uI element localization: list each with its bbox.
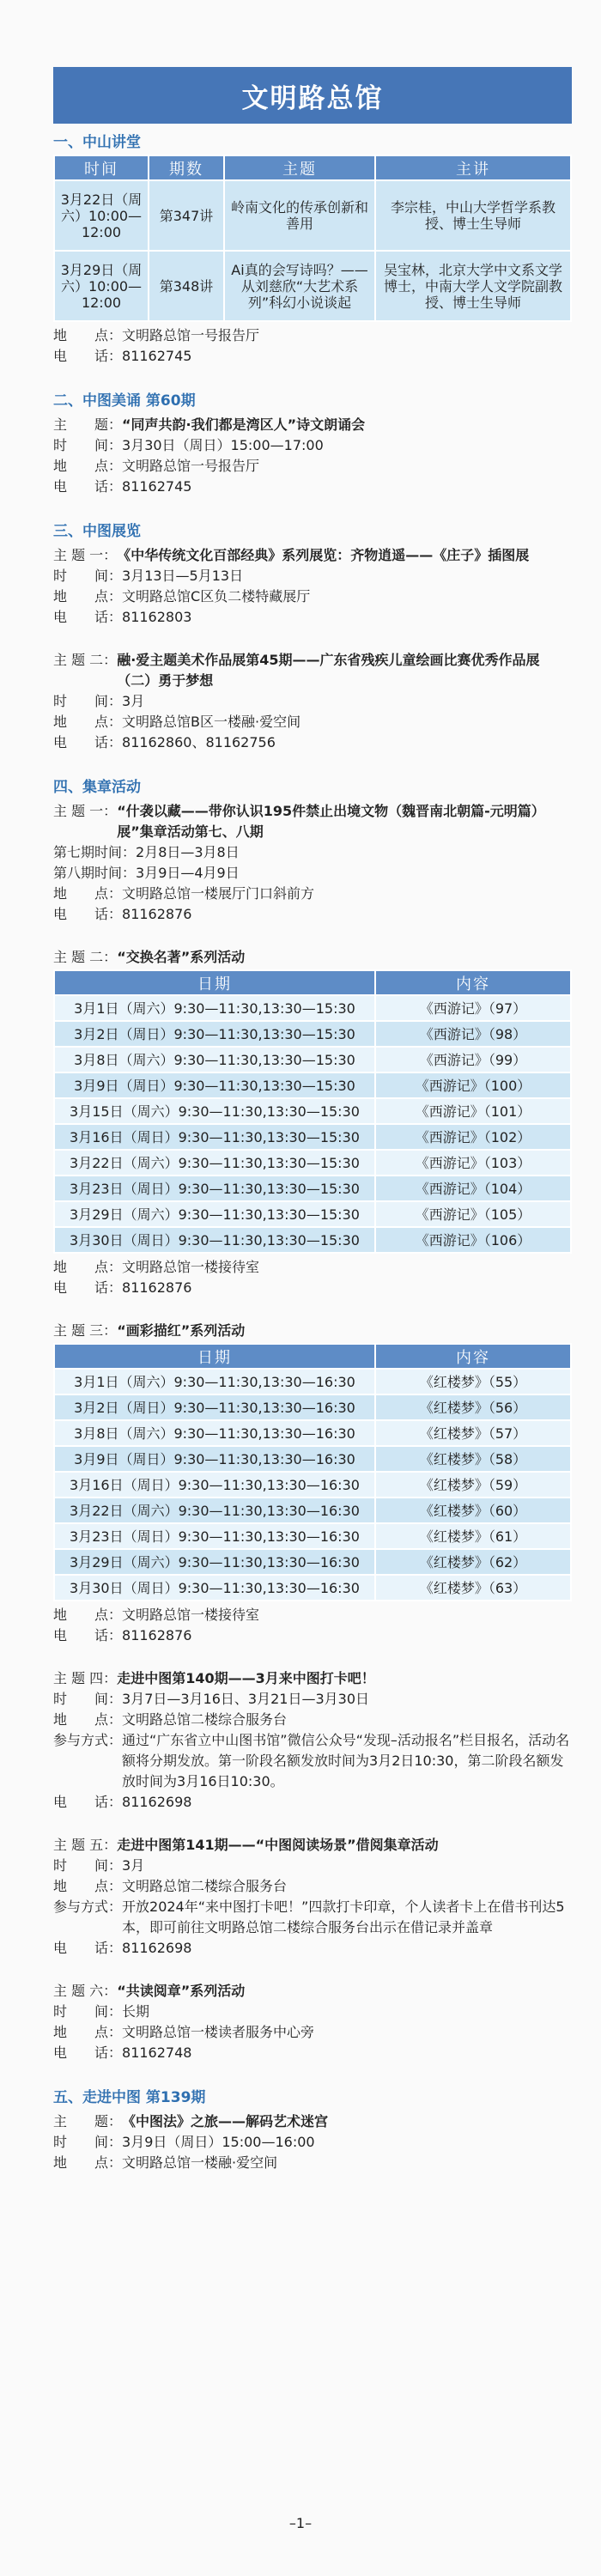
field-label: 地 点： — [53, 1259, 123, 1275]
table-row — [54, 1369, 571, 1394]
section-heading-exhibition: 三、中图展览 — [53, 523, 141, 540]
theme: “画彩描红”系列活动 — [117, 1322, 246, 1339]
field-label: 地 点： — [53, 1607, 123, 1623]
content-cell: 《红楼梦》（57） — [375, 1420, 571, 1446]
content-cell: 《西游记》（98） — [375, 1021, 571, 1047]
table-row — [54, 1047, 571, 1072]
date-cell: 3月22日（周六）9:30—11:30,13:30—16:30 — [54, 1498, 375, 1523]
location: 文明路总馆一号报告厅 — [122, 327, 260, 343]
date-cell: 3月30日（周日）9:30—11:30,13:30—15:30 — [54, 1227, 375, 1253]
theme: “同声共韵·我们都是湾区人”诗文朗诵会 — [122, 416, 366, 433]
lecture-table — [53, 155, 572, 322]
field-label: 主 题 一： — [53, 803, 118, 819]
table-row — [54, 1124, 571, 1150]
lecture-topic: Ai真的会写诗吗？——从刘慈欣“大艺术系列”科幻小说谈起 — [224, 251, 375, 321]
field-label: 参与方式： — [53, 1732, 123, 1748]
field-label: 主 题 三： — [53, 1322, 118, 1339]
time: 3月13日—5月13日 — [122, 568, 244, 584]
time: 3月9日—4月9日 — [136, 865, 240, 881]
field-label: 地 点： — [53, 714, 123, 730]
phone: 81162860、81162756 — [122, 734, 276, 750]
table-row — [54, 251, 571, 321]
field-label: 第八期时间： — [53, 865, 137, 881]
painting-table — [53, 1343, 572, 1601]
date-cell: 3月23日（周日）9:30—11:30,13:30—16:30 — [54, 1523, 375, 1549]
date-cell: 3月16日（周日）9:30—11:30,13:30—16:30 — [54, 1472, 375, 1498]
theme: 《中华传统文化百部经典》系列展览：齐物逍遥——《庄子》插图展 — [117, 547, 530, 563]
lecture-col-no: 期数 — [149, 155, 224, 180]
table-row — [54, 1021, 571, 1047]
page-number: –1– — [288, 2515, 313, 2531]
field-label: 地 点： — [53, 2024, 123, 2040]
phone: 81162803 — [122, 609, 192, 625]
date-cell: 3月29日（周六）9:30—11:30,13:30—16:30 — [54, 1549, 375, 1575]
location: 文明路总馆一楼接待室 — [122, 1259, 260, 1275]
field-label: 主 题 六： — [53, 1983, 118, 1999]
field-label: 电 话： — [53, 1279, 123, 1296]
date-cell: 3月1日（周六）9:30—11:30,13:30—15:30 — [54, 995, 375, 1021]
section-heading-lecture: 一、中山讲堂 — [53, 134, 141, 151]
field-label: 主 题： — [53, 2113, 123, 2129]
location: 文明路总馆二楼综合服务台 — [122, 1711, 288, 1728]
phone: 81162748 — [122, 2044, 192, 2061]
content-cell: 《红楼梦》（60） — [375, 1498, 571, 1523]
field-label: 时 间： — [53, 568, 123, 584]
field-label: 主 题 二： — [53, 949, 118, 965]
theme: 融·爱主题美术作品展第45期——广东省残疾儿童绘画比赛优秀作品展（二）勇于梦想 — [117, 652, 540, 689]
field-label: 电 话： — [53, 1940, 123, 1956]
content-cell: 《西游记》（103） — [375, 1150, 571, 1176]
phone: 81162698 — [122, 1794, 192, 1810]
table-row — [54, 1498, 571, 1523]
content-cell: 《西游记》（102） — [375, 1124, 571, 1150]
field-label: 第七期时间： — [53, 844, 137, 860]
field-label: 主 题 四： — [53, 1670, 118, 1686]
date-cell: 3月23日（周日）9:30—11:30,13:30—15:30 — [54, 1176, 375, 1201]
table-row — [54, 1176, 571, 1201]
content-cell: 《红楼梦》（61） — [375, 1523, 571, 1549]
swap-classics-table — [53, 969, 572, 1254]
field-label: 时 间： — [53, 1691, 123, 1707]
table-row — [54, 1072, 571, 1098]
location: 文明路总馆一楼展厅门口斜前方 — [122, 885, 315, 902]
table-row — [54, 1446, 571, 1472]
theme: “什袭以藏——带你认识195件禁止出境文物（魏晋南北朝篇-元明篇）展”集章活动第七、八期 — [117, 803, 545, 840]
field-label: 电 话： — [53, 1627, 123, 1643]
participation: 开放2024年“来中图打卡吧！”四款打卡印章，个人读者卡上在借书刊达5本，即可前往文明路总馆二楼综合服务台出示在借记录并盖章 — [122, 1899, 565, 1935]
table-row — [54, 1098, 571, 1124]
table-row — [54, 1472, 571, 1498]
time: 2月8日—3月8日 — [136, 844, 240, 860]
table-row — [54, 1394, 571, 1420]
date-cell: 3月8日（周六）9:30—11:30,13:30—16:30 — [54, 1420, 375, 1446]
date-cell: 3月1日（周六）9:30—11:30,13:30—16:30 — [54, 1369, 375, 1394]
field-label: 电 话： — [53, 348, 123, 364]
field-label: 地 点： — [53, 458, 123, 474]
date-cell: 3月2日（周日）9:30—11:30,13:30—15:30 — [54, 1021, 375, 1047]
phone: 81162745 — [122, 478, 192, 495]
col-content: 内容 — [375, 1344, 571, 1369]
table-row — [54, 180, 571, 251]
field-label: 参与方式： — [53, 1899, 123, 1915]
phone: 81162876 — [122, 906, 192, 922]
content-cell: 《西游记》（104） — [375, 1176, 571, 1201]
content-cell: 《西游记》（106） — [375, 1227, 571, 1253]
field-label: 主 题： — [53, 416, 123, 433]
content-cell: 《西游记》（97） — [375, 995, 571, 1021]
lecture-time: 3月29日（周六）10:00—12:00 — [54, 251, 149, 321]
field-label: 时 间： — [53, 2003, 123, 2020]
field-label: 电 话： — [53, 2044, 123, 2061]
date-cell: 3月8日（周六）9:30—11:30,13:30—15:30 — [54, 1047, 375, 1072]
theme: 走进中图第140期——3月来中图打卡吧！ — [117, 1670, 375, 1686]
content-cell: 《红楼梦》（62） — [375, 1549, 571, 1575]
page-title: 文明路总馆 — [53, 67, 572, 124]
lecture-col-speaker: 主讲 — [375, 155, 571, 180]
location: 文明路总馆一号报告厅 — [122, 458, 260, 474]
section-heading-recital: 二、中图美诵 第60期 — [53, 392, 196, 410]
lecture-speaker: 吴宝林，北京大学中文系文学博士，中南大学人文学院副教授、博士生导师 — [375, 251, 571, 321]
lecture-no: 第347讲 — [149, 180, 224, 251]
date-cell: 3月15日（周六）9:30—11:30,13:30—15:30 — [54, 1098, 375, 1124]
table-row — [54, 1420, 571, 1446]
col-date: 日期 — [54, 1344, 375, 1369]
field-label: 主 题 二： — [53, 652, 118, 668]
content-cell: 《西游记》（100） — [375, 1072, 571, 1098]
field-label: 主 题 五： — [53, 1837, 118, 1853]
table-row — [54, 1201, 571, 1227]
time: 3月 — [122, 1857, 145, 1874]
content-cell: 《红楼梦》（55） — [375, 1369, 571, 1394]
lecture-col-time: 时间 — [54, 155, 149, 180]
location: 文明路总馆一楼读者服务中心旁 — [122, 2024, 315, 2040]
lecture-topic: 岭南文化的传承创新和善用 — [224, 180, 375, 251]
content-cell: 《西游记》（101） — [375, 1098, 571, 1124]
field-label: 时 间： — [53, 2134, 123, 2150]
theme: “共读阅章”系列活动 — [117, 1983, 246, 1999]
field-label: 电 话： — [53, 734, 123, 750]
lecture-speaker: 李宗桂，中山大学哲学系教授、博士生导师 — [375, 180, 571, 251]
date-cell: 3月9日（周日）9:30—11:30,13:30—15:30 — [54, 1072, 375, 1098]
date-cell: 3月22日（周六）9:30—11:30,13:30—15:30 — [54, 1150, 375, 1176]
table-row — [54, 1227, 571, 1253]
table-row — [54, 1150, 571, 1176]
content-cell: 《红楼梦》（59） — [375, 1472, 571, 1498]
content-cell: 《西游记》（99） — [375, 1047, 571, 1072]
field-label: 时 间： — [53, 437, 123, 453]
location: 文明路总馆C区负二楼特藏展厅 — [122, 588, 311, 605]
lecture-no: 第348讲 — [149, 251, 224, 321]
phone: 81162876 — [122, 1279, 192, 1296]
time: 3月30日（周日）15:00—17:00 — [122, 437, 324, 453]
content-cell: 《西游记》（105） — [375, 1201, 571, 1227]
content-cell: 《红楼梦》（56） — [375, 1394, 571, 1420]
time: 3月7日—3月16日、3月21日—3月30日 — [122, 1691, 369, 1707]
location: 文明路总馆一楼接待室 — [122, 1607, 260, 1623]
date-cell: 3月16日（周日）9:30—11:30,13:30—15:30 — [54, 1124, 375, 1150]
field-label: 电 话： — [53, 1794, 123, 1810]
col-content: 内容 — [375, 970, 571, 995]
field-label: 地 点： — [53, 885, 123, 902]
field-label: 电 话： — [53, 478, 123, 495]
time: 长期 — [122, 2003, 150, 2020]
date-cell: 3月2日（周日）9:30—11:30,13:30—16:30 — [54, 1394, 375, 1420]
field-label: 地 点： — [53, 327, 123, 343]
phone: 81162876 — [122, 1627, 192, 1643]
lecture-time: 3月22日（周六）10:00—12:00 — [54, 180, 149, 251]
phone: 81162698 — [122, 1940, 192, 1956]
date-cell: 3月30日（周日）9:30—11:30,13:30—16:30 — [54, 1575, 375, 1601]
table-row — [54, 1549, 571, 1575]
date-cell: 3月29日（周六）9:30—11:30,13:30—15:30 — [54, 1201, 375, 1227]
field-label: 时 间： — [53, 693, 123, 709]
lecture-col-topic: 主题 — [224, 155, 375, 180]
phone: 81162745 — [122, 348, 192, 364]
date-cell: 3月9日（周日）9:30—11:30,13:30—16:30 — [54, 1446, 375, 1472]
time: 3月9日（周日）15:00—16:00 — [122, 2134, 315, 2150]
table-row — [54, 1523, 571, 1549]
field-label: 时 间： — [53, 1857, 123, 1874]
content-cell: 《红楼梦》（58） — [375, 1446, 571, 1472]
field-label: 地 点： — [53, 1878, 123, 1894]
field-label: 地 点： — [53, 588, 123, 605]
field-label: 主 题 一： — [53, 547, 118, 563]
participation: 通过“广东省立中山图书馆”微信公众号“发现–活动报名”栏目报名，活动名额将分期发放。第一阶段名额发放时间为3月2日10:30，第二阶段名额发放时间为3月16日10:30。 — [122, 1732, 570, 1789]
location: 文明路总馆二楼综合服务台 — [122, 1878, 288, 1894]
theme: “交换名著”系列活动 — [117, 949, 246, 965]
field-label: 电 话： — [53, 609, 123, 625]
theme: 走进中图第141期——“中图阅读场景”借阅集章活动 — [117, 1837, 439, 1853]
section-heading-visit: 五、走进中图 第139期 — [53, 2089, 206, 2106]
field-label: 电 话： — [53, 906, 123, 922]
section-heading-stamp: 四、集章活动 — [53, 779, 141, 796]
table-row — [54, 1575, 571, 1601]
field-label: 地 点： — [53, 2154, 123, 2171]
field-label: 地 点： — [53, 1711, 123, 1728]
col-date: 日期 — [54, 970, 375, 995]
time: 3月 — [122, 693, 145, 709]
table-row — [54, 995, 571, 1021]
location: 文明路总馆一楼融·爱空间 — [122, 2154, 278, 2171]
location: 文明路总馆B区一楼融·爱空间 — [122, 714, 301, 730]
theme: 《中图法》之旅——解码艺术迷宫 — [122, 2113, 329, 2129]
content-cell: 《红楼梦》（63） — [375, 1575, 571, 1601]
